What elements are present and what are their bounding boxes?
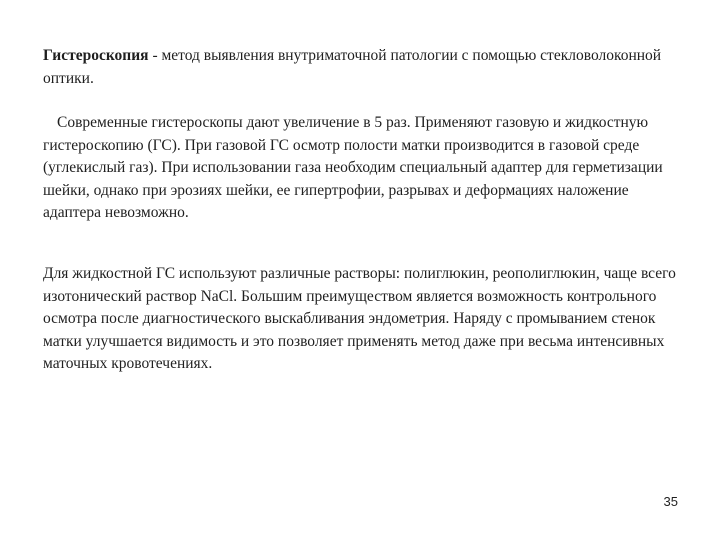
definition-text: - метод выявления внутриматочной патологии с помощью стекловолоконной оптики. [43,47,662,87]
page-number: 35 [663,494,678,509]
definition-paragraph [43,45,683,90]
term-heading: Гистероскопия [43,47,149,64]
liquid-hysteroscopy-paragraph: Для жидкостной ГС используют различные растворы: полиглюкин, реополиглюкин, чаще всего изотонический раствор NaCl. Большим преимуществом является возможность контрольного осмотра после диагностического выскабливания эндометрия. Наряду с промыванием стенок матки улучшается видимость и это позволяет применять метод даже при весьма интенсивных маточных кровотечениях. [43,265,676,372]
gas-hysteroscopy-paragraph: Современные гистероскопы дают увеличение в 5 раз. Применяют газовую и жидкостную гистероскопию (ГС). При газовой ГС осмотр полости матки производится в газовой среде (углекислый газ). При использовании газа необходим специальный адаптер для герметизации шейки, однако при эрозиях шейки, ее гипертрофии, разрывах и деформациях наложение адаптера невозможно. [43,114,663,221]
